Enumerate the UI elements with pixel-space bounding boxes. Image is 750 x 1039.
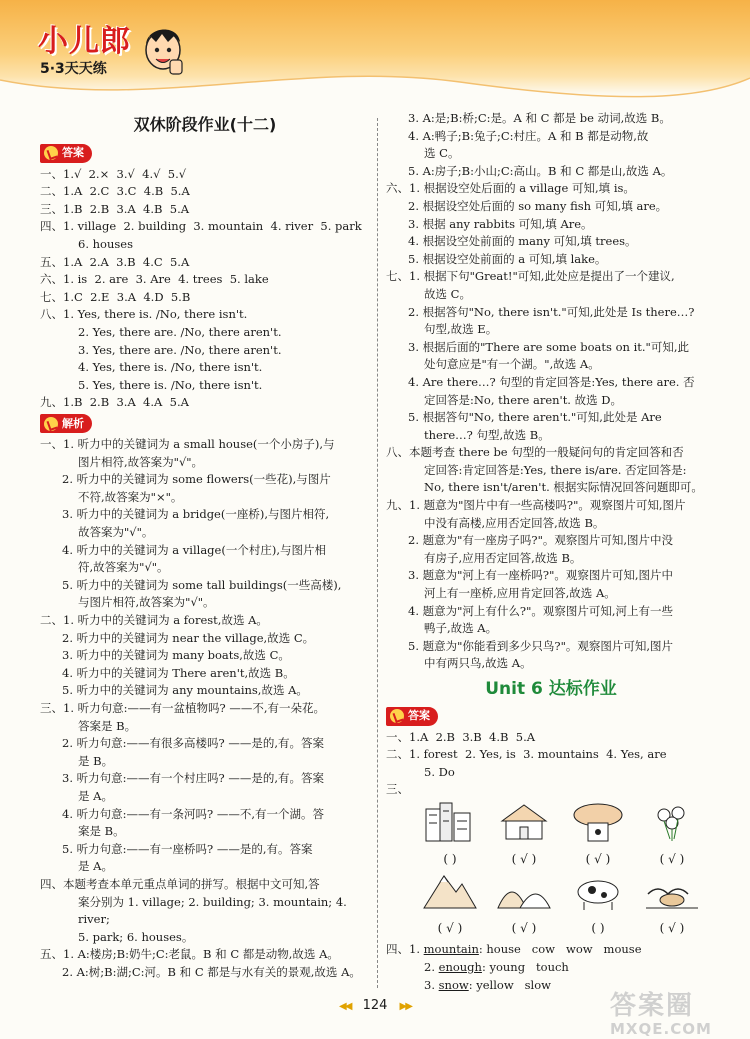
text-line: 处句意应是"有一个湖。",故选 A。 <box>424 357 600 372</box>
text-line: 八、1. Yes, there is. /No, there isn't. <box>40 307 248 322</box>
text-line: 3. Yes, there are. /No, there aren't. <box>78 342 282 357</box>
picture-answer: ( ) <box>443 851 457 866</box>
text-line: 4. Are there…? 句型的肯定回答是:Yes, there are. 否 <box>408 374 695 389</box>
checkmark-icon <box>44 417 58 431</box>
text-line: 定回答:肯定回答是:Yes, there is/are. 否定回答是: <box>424 462 687 477</box>
text-line: 六、1. 根据设空处后面的 a village 可知,填 is。 <box>386 181 635 196</box>
text-line: there…? 句型,故选 B。 <box>424 427 550 442</box>
column-divider <box>377 118 378 988</box>
text-line: 4. 根据设空处前面的 many 可知,填 trees。 <box>408 234 637 249</box>
picture-item <box>492 870 556 937</box>
q4-underlined-word: mountain <box>423 942 479 957</box>
text-line: 与图片相符,故答案为"√"。 <box>78 595 215 610</box>
picture-answer: ( √ ) <box>511 920 537 935</box>
text-line: 七、1. 根据下句"Great!"可知,此处应是提出了一个建议, <box>386 269 675 284</box>
text-line: 中有两只鸟,故选 A。 <box>424 656 532 671</box>
text-line: 七、1.C 2.E 3.A 4.D 5.B <box>40 289 191 304</box>
answer-tag-label: 答案 <box>62 146 84 160</box>
page-number: 124 <box>362 998 388 1013</box>
text-line: 2. 题意为"有一座房子吗?"。观察图片可知,图片中没 <box>408 533 674 548</box>
text-line: 4. 听力中的关键词为 a village(一个村庄),与图片相 <box>62 542 326 557</box>
text-line: 五、1. A:楼房;B:奶牛;C:老鼠。B 和 C 都是动物,故选 A。 <box>40 947 339 962</box>
text-line: 不符,故答案为"×"。 <box>78 489 183 504</box>
site-watermark <box>610 985 740 1039</box>
watermark-line1: 答案圈 <box>610 991 695 1021</box>
text-line: 2. 听力中的关键词为 near the village,故选 C。 <box>62 630 315 645</box>
answer-list <box>40 166 370 412</box>
text-line: 一、1.√ 2.× 3.√ 4.√ 5.√ <box>40 166 187 181</box>
text-line: 案是 B。 <box>78 824 125 839</box>
picture-item <box>640 801 704 868</box>
mushroom-house-icon <box>568 801 628 843</box>
text-line: 图片相符,故答案为"√"。 <box>78 454 204 469</box>
text-line: 5. 题意为"你能看到多少只鸟?"。观察图片可知,图片 <box>408 638 674 653</box>
text-line: 5. 根据答句"No, there aren't."可知,此处是 Are <box>408 410 662 425</box>
checkmark-icon <box>390 709 404 723</box>
analysis-tag <box>40 414 92 433</box>
q4-rest: : young touch <box>481 960 569 975</box>
picture-question-label: 三、 <box>386 782 409 797</box>
text-line: 选 C。 <box>424 146 460 161</box>
q4-rest: : house cow wow mouse <box>478 942 642 957</box>
text-line: 4. Yes, there is. /No, there isn't. <box>78 360 263 375</box>
checkmark-icon <box>44 146 58 160</box>
question-four-label: 四、 <box>386 942 409 957</box>
logo-title: 小儿郎 <box>38 24 131 59</box>
unit-answer-tag-label: 答案 <box>408 709 430 723</box>
text-line: 5. 听力句意:——有一座桥吗? ——是的,有。答案 <box>62 841 313 856</box>
analysis-continued-list <box>386 110 716 673</box>
text-line: 3. 听力中的关键词为 many boats,故选 C。 <box>62 648 290 663</box>
q4-number: 3. <box>424 977 439 992</box>
cow-icon <box>568 870 628 912</box>
text-line: 6. houses <box>78 237 133 252</box>
picture-answer: ( √ ) <box>659 851 685 866</box>
picture-item <box>492 801 556 868</box>
text-line: 5. 根据设空处前面的 a 可知,填 lake。 <box>408 251 607 266</box>
text-line: 4. A:鸭子;B:兔子;C:村庄。A 和 B 都是动物,故 <box>408 128 649 143</box>
analysis-tag-label: 解析 <box>62 416 84 430</box>
q4-number: 2. <box>424 960 439 975</box>
question-four-row <box>386 941 716 959</box>
text-line: 是 A。 <box>78 788 113 803</box>
text-line: 四、本题考查本单元重点单词的拼写。根据中文可知,答 <box>40 876 320 891</box>
picture-answer: ( ) <box>591 920 605 935</box>
picture-item <box>640 870 704 937</box>
text-line: No, there isn't/aren't. 根据实际情况回答问题即可。 <box>424 480 703 495</box>
text-line: 二、1.A 2.C 3.C 4.B 5.A <box>40 184 190 199</box>
text-line: 有房子,应用否定回答,故选 B。 <box>424 550 582 565</box>
unit-answer-list <box>386 729 716 782</box>
q4-underlined-word: enough <box>438 960 482 975</box>
text-line: 2. 听力句意:——有很多高楼吗? ——是的,有。答案 <box>62 736 324 751</box>
section-title-unit6: Unit 6 达标作业 <box>485 679 617 699</box>
right-arrows-icon: ▶▶ <box>399 1001 411 1012</box>
text-line: 3. 根据 any rabbits 可知,填 Are。 <box>408 216 593 231</box>
text-line: 5. 听力中的关键词为 some tall buildings(一些高楼), <box>62 577 342 592</box>
flowers-icon <box>642 801 702 843</box>
mountain-icon <box>420 870 480 912</box>
tall-buildings-icon <box>420 801 480 843</box>
text-line: 3. 听力中的关键词为 a bridge(一座桥),与图片相符, <box>62 507 330 522</box>
text-line: 故选 C。 <box>424 286 471 301</box>
picture-item <box>566 801 630 868</box>
text-line: 3. A:是;B:桥;C:是。A 和 C 都是 be 动词,故选 B。 <box>408 111 671 125</box>
text-line: 案分别为 1. village; 2. building; 3. mountain; 4. river; <box>78 894 351 927</box>
logo-subtitle: 5·3天天练 <box>40 61 107 77</box>
text-line: 5. Yes, there is. /No, there isn't. <box>78 377 263 392</box>
text-line: 八、本题考查 there be 句型的一般疑问句的肯定回答和否 <box>386 445 684 460</box>
picture-answer: ( √ ) <box>585 851 611 866</box>
picture-item <box>418 801 482 868</box>
q4-underlined-word: snow <box>438 977 469 992</box>
text-line: 2. A:树;B:湖;C:河。B 和 C 都是与水有关的景观,故选 A。 <box>62 964 361 979</box>
section-title-weekend-homework: 双休阶段作业(十二) <box>133 115 277 134</box>
text-line: 2. Yes, there are. /No, there aren't. <box>78 325 282 340</box>
text-line: 2. 听力中的关键词为 some flowers(一些花),与图片 <box>62 472 331 487</box>
text-line: 5. A:房子;B:小山;C:高山。B 和 C 都是山,故选 A。 <box>408 163 673 178</box>
picture-item <box>566 870 630 937</box>
text-line: 九、1. 题意为"图片中有一些高楼吗?"。观察图片可知,图片 <box>386 498 686 513</box>
q4-rest: : yellow slow <box>468 977 551 992</box>
text-line: 4. 听力中的关键词为 There aren't,故选 B。 <box>62 665 295 680</box>
picture-row-1 <box>418 801 708 868</box>
text-line: 2. 根据答句"No, there isn't."可知,此处是 Is there…? <box>408 304 695 319</box>
answer-tag <box>40 144 92 163</box>
text-line: 三、1.B 2.B 3.A 4.B 5.A <box>40 201 190 216</box>
house-icon <box>494 801 554 843</box>
mascot-boy-icon <box>140 20 186 78</box>
unit-answer-tag <box>386 707 438 726</box>
text-line: 二、1. forest 2. Yes, is 3. mountains 4. Yes, are <box>386 747 667 762</box>
text-line: 定回答是:No, there aren't. 故选 D。 <box>424 392 622 407</box>
text-line: 是 A。 <box>78 859 113 874</box>
watermark-line2: MXQE.COM <box>610 1020 712 1038</box>
text-line: 五、1.A 2.A 3.B 4.C 5.A <box>40 254 190 269</box>
right-column <box>386 110 716 994</box>
left-column <box>40 110 370 982</box>
text-line: 4. 听力句意:——有一条河吗? ——不,有一个湖。答 <box>62 806 324 821</box>
text-line: 符,故答案为"√"。 <box>78 560 169 575</box>
text-line: 句型,故选 E。 <box>424 322 498 337</box>
picture-answer: ( √ ) <box>659 920 685 935</box>
picture-answer: ( √ ) <box>511 851 537 866</box>
text-line: 5. park; 6. houses。 <box>78 929 194 944</box>
hills-icon <box>494 870 554 912</box>
picture-row-2 <box>418 870 708 937</box>
text-line: 是 B。 <box>78 753 114 768</box>
q4-number: 1. <box>409 942 424 957</box>
text-line: 故答案为"√"。 <box>78 525 154 540</box>
text-line: 5. 听力中的关键词为 any mountains,故选 A。 <box>62 683 308 698</box>
text-line: 3. 题意为"河上有一座桥吗?"。观察图片可知,图片中 <box>408 568 674 583</box>
picture-answer: ( √ ) <box>437 920 463 935</box>
text-line: 一、1. 听力中的关键词为 a small house(一个小房子),与 <box>40 437 335 452</box>
text-line: 中没有高楼,应用否定回答,故选 B。 <box>424 515 605 530</box>
text-line: 4. 题意为"河上有什么?"。观察图片可知,河上有一些 <box>408 603 674 618</box>
brand-logo <box>38 14 178 84</box>
text-line: 鸭子,故选 A。 <box>424 621 498 636</box>
text-line: 九、1.B 2.B 3.A 4.A 5.A <box>40 395 189 410</box>
text-line: 2. 根据设空处后面的 so many fish 可知,填 are。 <box>408 198 668 213</box>
text-line: 四、1. village 2. building 3. mountain 4. river 5. park <box>40 219 362 234</box>
text-line: 六、1. is 2. are 3. Are 4. trees 5. lake <box>40 272 269 287</box>
birds-icon <box>642 870 702 912</box>
text-line: 答案是 B。 <box>78 718 137 733</box>
text-line: 一、1.A 2.B 3.B 4.B 5.A <box>386 729 536 744</box>
text-line: 3. 听力句意:——有一个村庄吗? ——是的,有。答案 <box>62 771 324 786</box>
text-line: 5. Do <box>424 764 455 779</box>
text-line: 二、1. 听力中的关键词为 a forest,故选 A。 <box>40 613 268 628</box>
analysis-list <box>40 436 370 981</box>
picture-item <box>418 870 482 937</box>
text-line: 三、1. 听力句意:——有一盆植物吗? ——不,有一朵花。 <box>40 701 325 715</box>
text-line: 河上有一座桥,应用肯定回答,故选 A。 <box>424 586 616 601</box>
question-four-row <box>386 959 716 977</box>
left-arrows-icon: ◀◀ <box>339 1001 351 1012</box>
text-line: 3. 根据后面的"There are some boats on it."可知,此 <box>408 339 689 354</box>
